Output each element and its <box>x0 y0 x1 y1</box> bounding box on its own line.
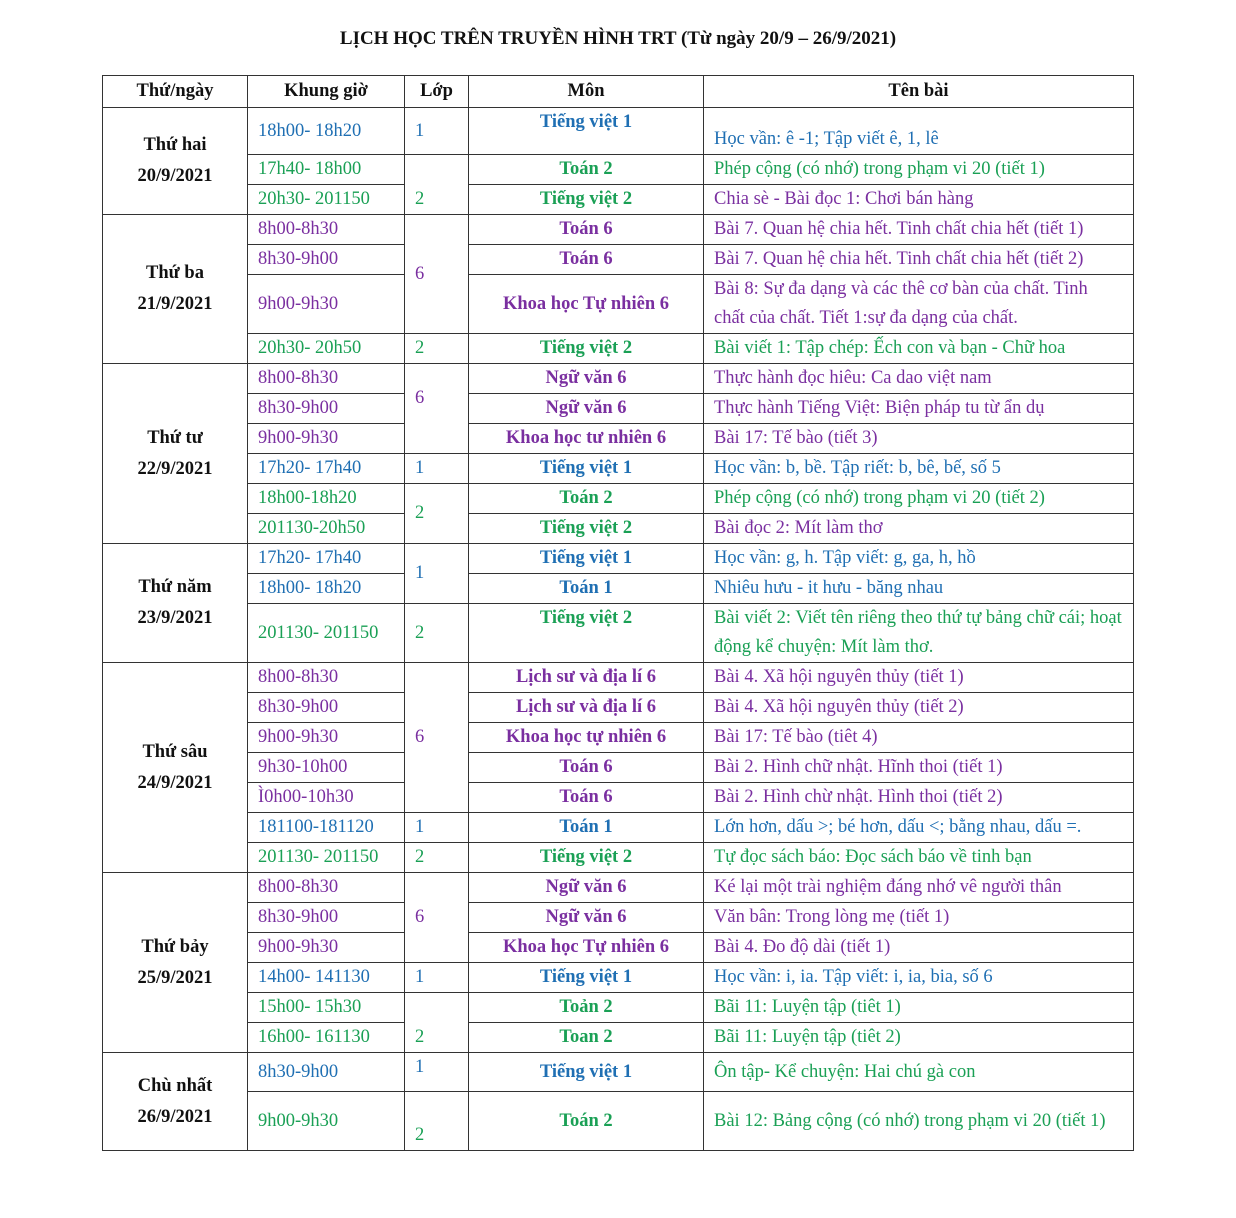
table-row <box>103 873 1134 903</box>
time-cell: 14h00- 141130 <box>248 963 405 993</box>
day-name: Thứ bảy <box>141 936 209 957</box>
day-cell <box>103 364 248 544</box>
lesson-cell: Bài 12: Bảng cộng (có nhớ) trong phạm vi 20 (tiết 1) <box>704 1092 1134 1151</box>
subject-cell: Tiếng việt 2 <box>469 843 704 873</box>
table-row <box>103 364 1134 394</box>
page-title: LỊCH HỌC TRÊN TRUYỀN HÌNH TRT (Từ ngày 20/9 – 26/9/2021) <box>339 28 897 49</box>
class-cell: 1 <box>405 813 469 843</box>
lesson-cell: Bài 7. Quan hệ chia hết. Tinh chất chia hết (tiết 1) <box>704 215 1134 245</box>
subject-cell: Toán 1 <box>469 574 704 604</box>
day-cell <box>103 108 248 215</box>
header-class: Lớp <box>405 76 469 108</box>
time-cell: 18h00-18h20 <box>248 484 405 514</box>
time-cell: 9h00-9h30 <box>248 1092 405 1151</box>
lesson-cell: Học vần: b, bề. Tập riết: b, bê, bế, số 5 <box>704 454 1134 484</box>
lesson-cell: Thực hành đọc hiêu: Ca dao việt nam <box>704 364 1134 394</box>
lesson-cell: Học vần: g, h. Tập viết: g, ga, h, hồ <box>704 544 1134 574</box>
lesson-cell: Văn bân: Trong lòng mẹ (tiết 1) <box>704 903 1134 933</box>
table-row <box>103 933 1134 963</box>
table-row <box>103 753 1134 783</box>
lesson-cell: Thực hành Tiếng Việt: Biện pháp tu từ ẩn dụ <box>704 394 1134 424</box>
subject-cell: Khoa học tư nhiên 6 <box>469 424 704 454</box>
lesson-cell: Bài 4. Xã hội nguyên thủy (tiết 2) <box>704 693 1134 723</box>
subject-cell: Toán 6 <box>469 245 704 275</box>
header-lesson: Tên bài <box>704 76 1134 108</box>
subject-cell: Toán 1 <box>469 813 704 843</box>
day-date: 20/9/2021 <box>137 166 213 186</box>
table-row <box>103 1053 1134 1092</box>
subject-cell: Toán 6 <box>469 783 704 813</box>
time-cell: 16h00- 161130 <box>248 1023 405 1053</box>
table-row <box>103 215 1134 245</box>
header-time: Khung giờ <box>248 76 405 108</box>
time-cell: 8h30-9h00 <box>248 693 405 723</box>
time-cell: 17h20- 17h40 <box>248 544 405 574</box>
subject-cell: Toán 6 <box>469 215 704 245</box>
subject-cell: Ngữ văn 6 <box>469 873 704 903</box>
lesson-cell: Bài 2. Hình chữ nhật. Hĩnh thoi (tiết 1) <box>704 753 1134 783</box>
lesson-cell: Bài viết 2: Viết tên riêng theo thứ tự bảng chữ cái; hoạt động kể chuyện: Mít làm thơ. <box>704 604 1134 663</box>
time-cell: 20h30- 201150 <box>248 185 405 215</box>
time-cell: 8h30-9h00 <box>248 1053 405 1092</box>
day-cell <box>103 215 248 364</box>
class-cell: 1 <box>405 1053 469 1092</box>
time-cell: 201130- 201150 <box>248 843 405 873</box>
table-row <box>103 813 1134 843</box>
time-cell: 181100-181120 <box>248 813 405 843</box>
class-cell: 2 <box>405 993 469 1053</box>
table-row <box>103 245 1134 275</box>
subject-cell: Tiếng việt 2 <box>469 334 704 364</box>
table-row <box>103 574 1134 604</box>
subject-cell: Toán 2 <box>469 484 704 514</box>
class-cell: 1 <box>405 963 469 993</box>
class-cell: 2 <box>405 155 469 215</box>
time-cell: 8h00-8h30 <box>248 873 405 903</box>
time-cell: 8h30-9h00 <box>248 394 405 424</box>
time-cell: 9h00-9h30 <box>248 723 405 753</box>
subject-cell: Tiếng việt 1 <box>469 1053 704 1092</box>
lesson-cell: Bài đọc 2: Mít làm thơ <box>704 514 1134 544</box>
lesson-cell: Phép cộng (có nhớ) trong phạm vi 20 (tiết 1) <box>704 155 1134 185</box>
time-cell: 18h00- 18h20 <box>248 108 405 155</box>
lesson-cell: Bài 17: Tế bào (tiết 3) <box>704 424 1134 454</box>
table-row <box>103 484 1134 514</box>
lesson-cell: Bãi 11: Luyện tập (tiêt 2) <box>704 1023 1134 1053</box>
day-cell <box>103 663 248 873</box>
time-cell: 8h30-9h00 <box>248 245 405 275</box>
lesson-cell: Lớn hơn, dấu >; bé hơn, dấu <; bằng nhau, dấu =. <box>704 813 1134 843</box>
lesson-cell: Học vần: ê -1; Tập viết ê, 1, lê <box>704 108 1134 155</box>
class-cell: 6 <box>405 873 469 963</box>
table-row <box>103 993 1134 1023</box>
day-date: 26/9/2021 <box>137 1106 213 1127</box>
subject-cell: Toán 2 <box>469 1092 704 1151</box>
time-cell: 201130- 201150 <box>248 604 405 663</box>
day-name: Thứ năm <box>138 577 212 597</box>
day-name: Thứ sâu <box>142 741 208 762</box>
lesson-cell: Bài 7. Quan hệ chia hết. Tinh chất chia hết (tiết 2) <box>704 245 1134 275</box>
day-date: 24/9/2021 <box>137 772 213 793</box>
subject-cell: Toán 2 <box>469 155 704 185</box>
subject-cell: Ngữ văn 6 <box>469 903 704 933</box>
time-cell: 8h00-8h30 <box>248 215 405 245</box>
lesson-cell: Tự đọc sách báo: Đọc sách báo về tinh bạn <box>704 843 1134 873</box>
subject-cell: Tiếng việt 2 <box>469 604 704 663</box>
subject-cell: Tiếng việt 2 <box>469 185 704 215</box>
class-cell: 6 <box>405 364 469 454</box>
class-cell: 1 <box>405 108 469 155</box>
table-row <box>103 903 1134 933</box>
lesson-cell: Chia sè - Bài đọc 1: Chơi bán hàng <box>704 185 1134 215</box>
table-row <box>103 394 1134 424</box>
time-cell: 9h00-9h30 <box>248 275 405 334</box>
time-cell: 17h20- 17h40 <box>248 454 405 484</box>
time-cell: 15h00- 15h30 <box>248 993 405 1023</box>
lesson-cell: Bài 2. Hình chừ nhật. Hình thoi (tiết 2) <box>704 783 1134 813</box>
table-row <box>103 604 1134 663</box>
lesson-cell: Ôn tập- Kể chuyện: Hai chú gà con <box>704 1053 1134 1092</box>
lesson-cell: Bài 4. Đo độ dài (tiết 1) <box>704 933 1134 963</box>
lesson-cell: Bài 4. Xã hội nguyên thủy (tiết 1) <box>704 663 1134 693</box>
subject-cell: Tiếng việt 1 <box>469 108 704 155</box>
table-row <box>103 155 1134 185</box>
schedule-table <box>102 75 1134 1151</box>
subject-cell: Lịch sư và địa lí 6 <box>469 663 704 693</box>
class-cell: 6 <box>405 215 469 334</box>
day-cell <box>103 1053 248 1151</box>
time-cell: 8h30-9h00 <box>248 903 405 933</box>
table-row <box>103 454 1134 484</box>
time-cell: 8h00-8h30 <box>248 364 405 394</box>
subject-cell: Toán 6 <box>469 753 704 783</box>
class-cell: 1 <box>405 454 469 484</box>
subject-cell: Khoa học tự nhiên 6 <box>469 723 704 753</box>
day-date: 22/9/2021 <box>137 458 213 479</box>
table-row <box>103 424 1134 454</box>
time-cell: 9h30-10h00 <box>248 753 405 783</box>
day-date: 21/9/2021 <box>137 294 213 314</box>
time-cell: 9h00-9h30 <box>248 424 405 454</box>
time-cell: 9h00-9h30 <box>248 933 405 963</box>
day-cell <box>103 873 248 1053</box>
subject-cell: Khoa học Tự nhiên 6 <box>469 933 704 963</box>
lesson-cell: Ké lại một trài nghiệm đáng nhớ vê người thân <box>704 873 1134 903</box>
subject-cell: Toan 2 <box>469 1023 704 1053</box>
class-cell: 2 <box>405 604 469 663</box>
lesson-cell: Bãi 11: Luyện tập (tiêt 1) <box>704 993 1134 1023</box>
table-row <box>103 514 1134 544</box>
time-cell: 17h40- 18h00 <box>248 155 405 185</box>
subject-cell: Ngữ văn 6 <box>469 364 704 394</box>
subject-cell: Tiếng việt 1 <box>469 454 704 484</box>
lesson-cell: Phép cộng (có nhớ) trong phạm vi 20 (tiết 2) <box>704 484 1134 514</box>
day-date: 23/9/2021 <box>137 608 213 628</box>
lesson-cell: Bài 17: Tế bào (tiêt 4) <box>704 723 1134 753</box>
table-row <box>103 783 1134 813</box>
subject-cell: Tiếng việt 1 <box>469 963 704 993</box>
header-subject: Môn <box>469 76 704 108</box>
day-name: Chù nhất <box>137 1075 213 1096</box>
table-row <box>103 963 1134 993</box>
lesson-cell: Bài 8: Sự đa dạng và các thê cơ bàn của chất. Tinh chất của chất. Tiết 1:sự đa dạng của chất. <box>704 275 1134 334</box>
class-cell: 2 <box>405 843 469 873</box>
lesson-cell: Bài viết 1: Tập chép: Ếch con và bạn - Chữ hoa <box>704 334 1134 364</box>
table-row <box>103 185 1134 215</box>
table-row <box>103 723 1134 753</box>
class-cell: 2 <box>405 484 469 544</box>
class-cell: 2 <box>405 334 469 364</box>
class-cell: 2 <box>405 1092 469 1151</box>
class-cell: 1 <box>405 544 469 604</box>
subject-cell: Tiếng việt 2 <box>469 514 704 544</box>
day-name: Thứ ba <box>146 263 204 283</box>
time-cell: 20h30- 20h50 <box>248 334 405 364</box>
subject-cell: Khoa học Tự nhiên 6 <box>469 275 704 334</box>
table-row <box>103 843 1134 873</box>
table-row <box>103 693 1134 723</box>
day-name: Thứ tư <box>147 427 203 448</box>
day-name: Thứ hai <box>143 135 207 155</box>
table-row <box>103 1092 1134 1151</box>
time-cell: 18h00- 18h20 <box>248 574 405 604</box>
day-date: 25/9/2021 <box>137 967 213 988</box>
table-row <box>103 663 1134 693</box>
subject-cell: Toản 2 <box>469 993 704 1023</box>
day-cell <box>103 544 248 663</box>
table-row <box>103 108 1134 155</box>
table-row <box>103 544 1134 574</box>
lesson-cell: Nhiêu hưu - it hưu - băng nhau <box>704 574 1134 604</box>
table-row <box>103 1023 1134 1053</box>
header-day: Thứ/ngày <box>103 76 248 108</box>
time-cell: 201130-20h50 <box>248 514 405 544</box>
subject-cell: Lịch sư và địa lí 6 <box>469 693 704 723</box>
header-row <box>103 76 1134 108</box>
table-row <box>103 334 1134 364</box>
time-cell: Ì0h00-10h30 <box>248 783 405 813</box>
subject-cell: Tiếng việt 1 <box>469 544 704 574</box>
time-cell: 8h00-8h30 <box>248 663 405 693</box>
table-row <box>103 275 1134 334</box>
subject-cell: Ngữ văn 6 <box>469 394 704 424</box>
class-cell: 6 <box>405 663 469 813</box>
lesson-cell: Học vần: i, ia. Tập viết: i, ia, bia, số 6 <box>704 963 1134 993</box>
